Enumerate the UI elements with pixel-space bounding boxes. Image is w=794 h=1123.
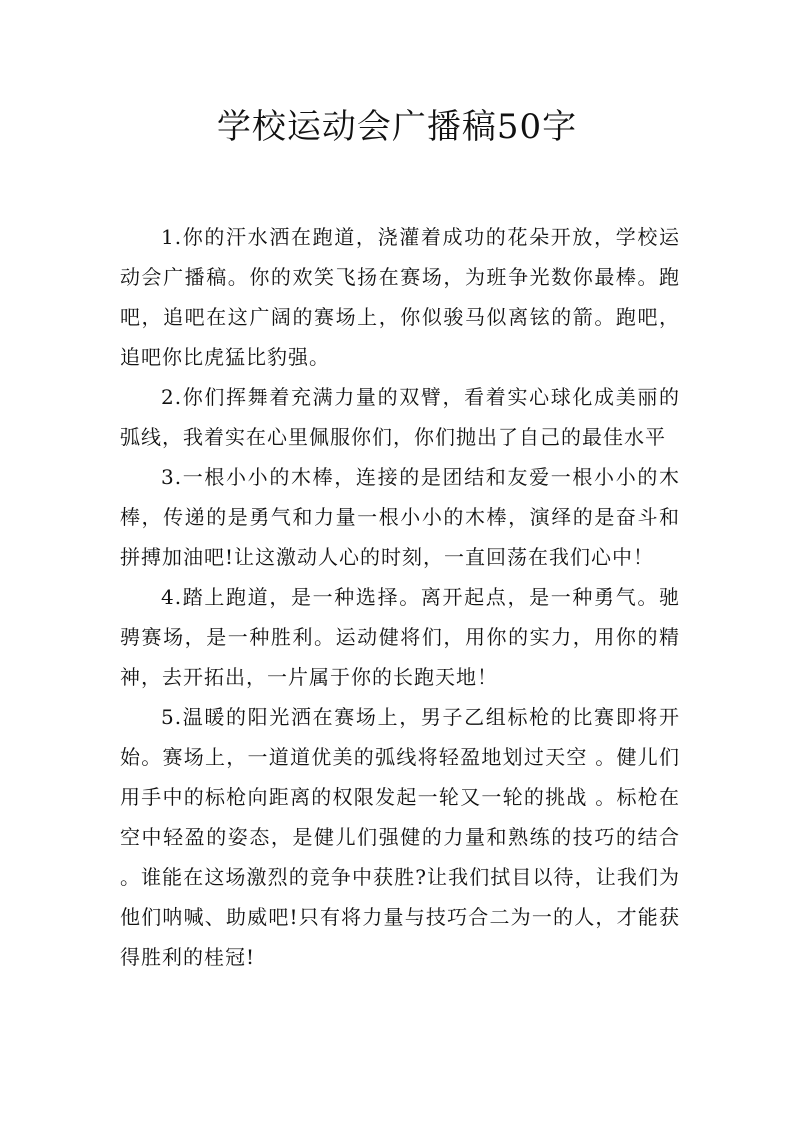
document-title: 学校运动会广播稿50字 [216, 107, 578, 147]
document-body [120, 217, 680, 977]
paragraph-5: 5.温暖的阳光洒在赛场上，男子乙组标枪的比赛即将开始。赛场上，一道道优美的弧线将轻盈地划过天空 。健儿们用手中的标枪向距离的权限发起一轮又一轮的挑战 。标枪在空中轻盈的姿态，是健儿们强健的力量和熟练的技巧的结合 。谁能在这场激烈的竞争中获胜?让我们拭目以待，让我们为他们呐喊、助威吧!只有将力量与技巧合二为一的人，才能获得胜利的桂冠! [120, 705, 680, 969]
paragraph-2: 2.你们挥舞着充满力量的双臂，看着实心球化成美丽的弧线，我着实在心里佩服你们，你们抛出了自己的最佳水平 [120, 385, 680, 449]
paragraph-4: 4.踏上跑道，是一种选择。离开起点，是一种勇气。驰骋赛场，是一种胜利。运动健将们，用你的实力，用你的精神，去开拓出，一片属于你的长跑天地！ [120, 585, 680, 689]
paragraph-1: 1.你的汗水洒在跑道，浇灌着成功的花朵开放，学校运动会广播稿。你的欢笑飞扬在赛场，为班争光数你最棒。跑吧，追吧在这广阔的赛场上，你似骏马似离铉的箭。跑吧，追吧你比虎猛比豹强。 [120, 225, 680, 369]
paragraph-3: 3.一根小小的木棒，连接的是团结和友爱一根小小的木棒，传递的是勇气和力量一根小小的木棒，演绎的是奋斗和拼搏加油吧!让这激动人心的时刻，一直回荡在我们心中！ [120, 465, 680, 569]
